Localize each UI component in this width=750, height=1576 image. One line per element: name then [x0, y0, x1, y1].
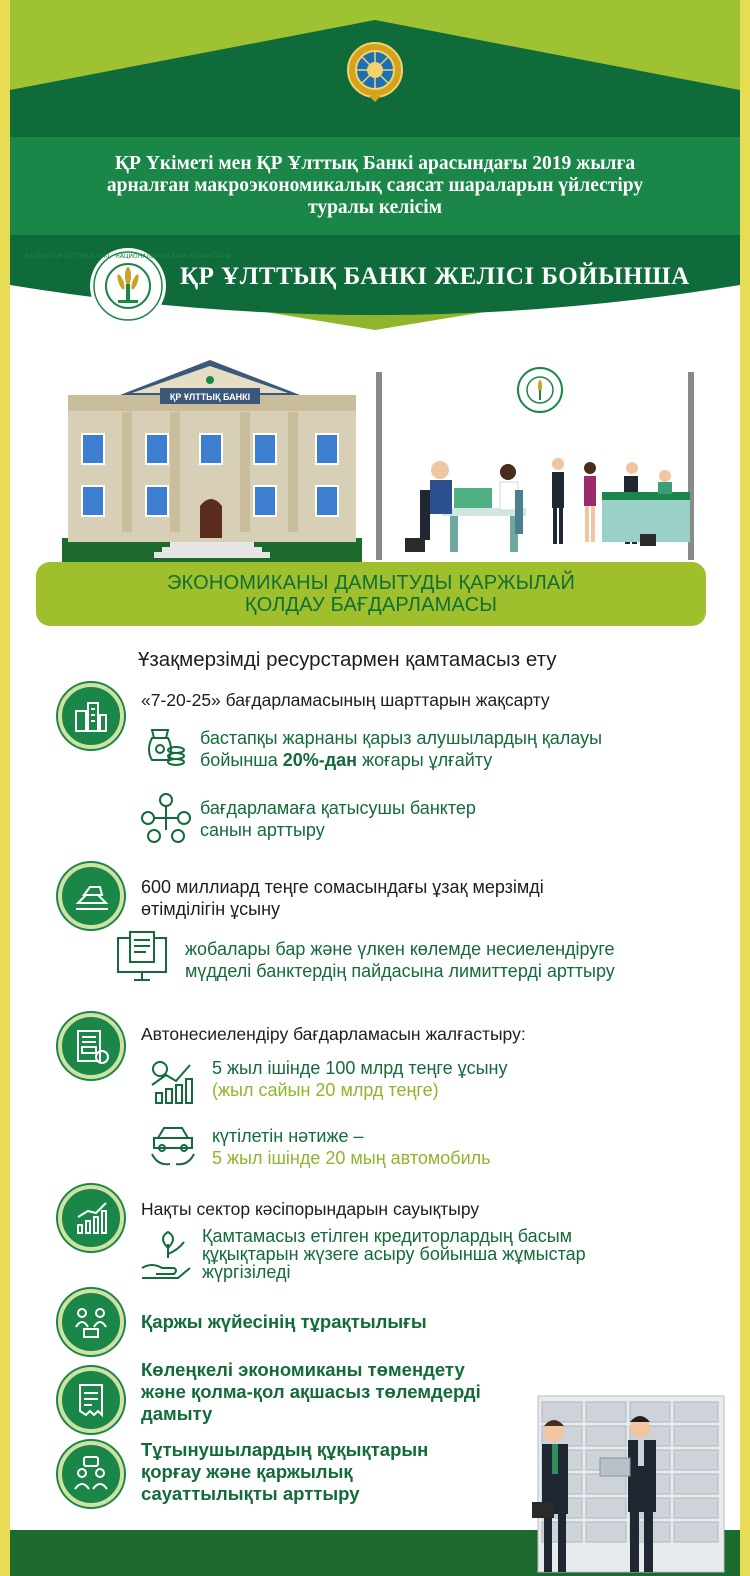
item3-sub2-line1: күтілетін нәтиже – — [212, 1126, 364, 1146]
item4-sub1-line2: құқықтарын жүзеге асыру бойынша жұмыстар — [202, 1244, 586, 1264]
item1-sub1-post: жоғары ұлғайту — [357, 750, 493, 770]
city-icon — [72, 697, 110, 735]
item3-sub1 — [212, 1057, 507, 1101]
item4-sub1-line1: Қамтамасыз етілген кредиторлардың басым — [202, 1226, 573, 1246]
section-title: Ұзақмерзімді ресурстармен қамтамасыз ету — [138, 648, 557, 671]
building-sign: ҚР ҰЛТТЫҚ БАНКІ — [169, 392, 251, 402]
item1-title: «7-20-25» бағдарламасының шарттарын жақсарту — [141, 690, 550, 710]
item3-sub1-line2: (жыл сайын 20 млрд теңге) — [212, 1080, 439, 1100]
title-line-2: арналған макроэкономикалық саясат шараларын үйлестіру — [106, 175, 644, 196]
item-circle — [58, 683, 124, 749]
item-circle — [58, 1367, 124, 1433]
item1-sub1-bold: 20%-дан — [282, 750, 358, 770]
item1-sub2 — [200, 797, 476, 841]
agreement-title — [10, 137, 740, 235]
bank-building — [62, 360, 362, 562]
item-circle — [58, 1013, 124, 1079]
title-line-1: ҚР Үкіметі мен ҚР Ұлттық Банкі арасындағы 2019 жылға — [114, 153, 636, 174]
item6-line2: және қолма-қол ақшасыз төлемдерді — [141, 1381, 481, 1402]
item1-sub2-line2: санын арттыру — [200, 820, 325, 840]
item6-title — [141, 1359, 481, 1425]
item4-sub1-line3: жүргізіледі — [202, 1262, 291, 1282]
item2-title-line2: өтімділігін ұсыну — [141, 899, 281, 919]
item1-sub1-pre: бойынша — [200, 750, 283, 770]
item7-line3: сауаттылықты арттыру — [141, 1483, 360, 1504]
item-circle — [58, 1289, 124, 1355]
office-scene — [405, 458, 690, 552]
item3-sub2 — [212, 1125, 491, 1169]
receipt-icon — [72, 1381, 110, 1419]
plant-hand-icon — [138, 1228, 194, 1284]
line-title: ҚР ҰЛТТЫҚ БАНКІ ЖЕЛІСІ БОЙЫНША — [180, 263, 690, 290]
item3-sub2-line2: 5 жыл ішінде 20 мың автомобиль — [212, 1148, 491, 1168]
document-monitor-icon — [112, 930, 172, 990]
item7-line2: қорғау және қаржылық — [141, 1461, 353, 1482]
bank-logo-icon — [24, 246, 232, 326]
item5-title: Қаржы жүйесінің тұрақтылығы — [141, 1311, 427, 1332]
item-circle — [58, 1441, 124, 1507]
item6-line1: Көлеңкелі экономиканы төмендету — [141, 1359, 465, 1380]
item7-title — [141, 1439, 428, 1505]
program-line-2: ҚОЛДАУ БАҒДАРЛАМАСЫ — [244, 594, 498, 616]
document-car-icon — [72, 1027, 110, 1065]
infographic-page — [10, 0, 740, 1576]
item2-title-line1: 600 миллиард теңге сомасындағы ұзақ мерзімді — [141, 877, 544, 897]
vault-illustration — [518, 1392, 728, 1576]
item1-sub1 — [200, 727, 602, 771]
people-bank-icon — [72, 1303, 110, 1341]
item1-sub2-line1: бағдарламаға қатысушы банктер — [200, 798, 476, 818]
bank-logo-icon — [518, 368, 562, 412]
item4-sub1 — [202, 1227, 586, 1281]
growth-chart-icon — [72, 1199, 110, 1237]
divider-pole — [376, 372, 382, 560]
bank-illustration — [10, 350, 740, 565]
gold-bars-icon — [72, 877, 110, 915]
car-hands-icon — [148, 1118, 200, 1170]
item3-title: Автонесиелендіру бағдарламасын жалғастыру: — [141, 1024, 526, 1044]
item3-sub1-line1: 5 жыл ішінде 100 млрд теңге ұсыну — [212, 1058, 508, 1078]
item4-title: Нақты сектор кәсіпорындарын сауықтыру — [141, 1199, 480, 1219]
item6-line3: дамыту — [141, 1403, 213, 1424]
item1-sub1-line1: бастапқы жарнаны қарыз алушылардың қалауы — [200, 728, 603, 748]
network-people-icon — [138, 790, 194, 846]
item7-line1: Тұтынушылардың құқықтарын — [141, 1439, 429, 1460]
program-line-1: ЭКОНОМИКАНЫ ДАМЫТУДЫ ҚАРЖЫЛАЙ — [166, 572, 576, 594]
growth-coins-icon — [148, 1055, 200, 1107]
logo-text: ҚАЗАҚСТАН ҰЛТТЫҚ БАНКІ · НАЦИОНАЛЬНЫЙ БАНК КАЗАХСТАНА — [24, 253, 232, 260]
item2-sub1 — [185, 938, 615, 982]
people-chat-icon — [72, 1455, 110, 1493]
item-circle — [58, 863, 124, 929]
item-circle — [58, 1185, 124, 1251]
title-line-3: туралы келісім — [308, 197, 442, 218]
state-seal-icon — [345, 40, 405, 104]
money-bag-icon — [138, 720, 188, 770]
program-banner — [36, 562, 706, 626]
item2-title — [141, 876, 544, 920]
item2-sub1-line1: жобалары бар және үлкен көлемде несиелендіруге — [185, 939, 615, 959]
item2-sub1-line2: мүдделі банктердің пайдасына лимиттерді арттыру — [185, 961, 615, 981]
